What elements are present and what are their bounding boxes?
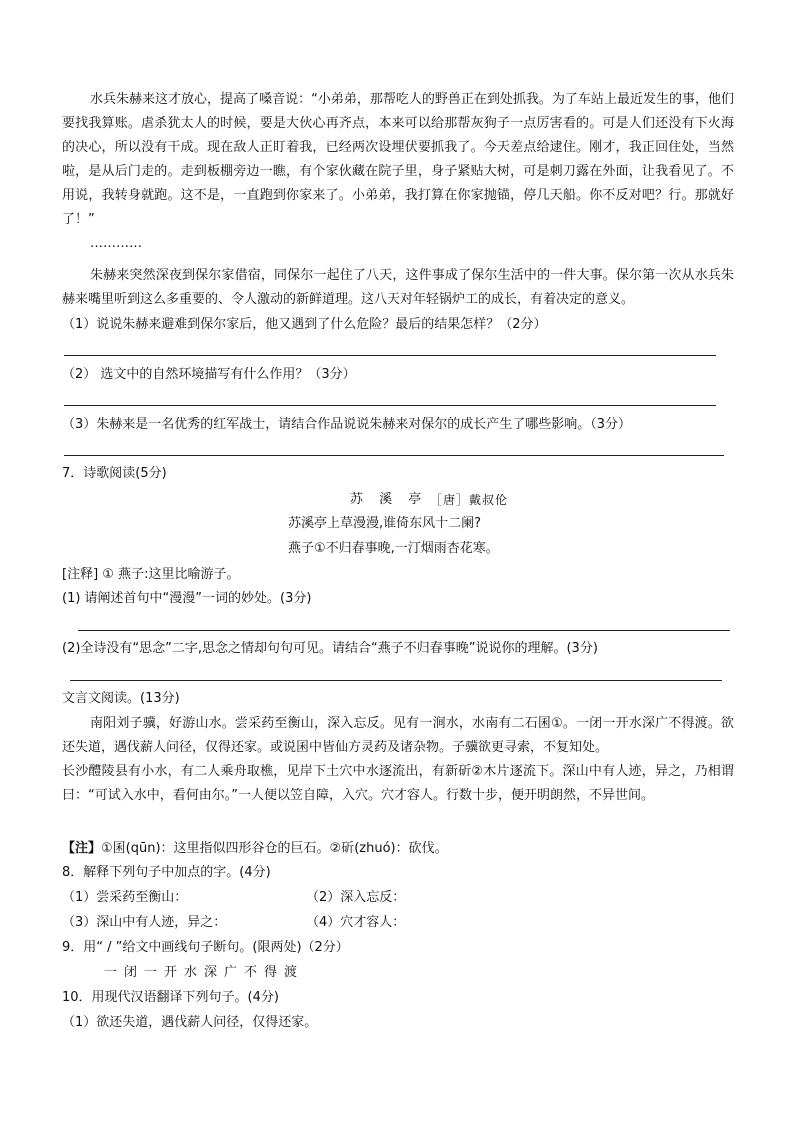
answer-line-q6-1[interactable]: [64, 355, 716, 356]
poem-line-1: 苏溪亭上草漫漫,谁倚东风十二阑?: [288, 516, 482, 531]
classical-note: [62, 837, 448, 861]
answer-line-q6-3[interactable]: [64, 455, 724, 456]
poem-title: 苏 溪 亭: [350, 492, 428, 507]
question-9-sentence: 一闭一开水深广不得渡: [104, 965, 305, 980]
poem-line-2: 燕子①不归春事晚,一汀烟雨杏花寒。: [288, 541, 499, 556]
question-10-item-1: （1）欲还失道，遇伐薪人问径，仅得还家。: [62, 1015, 318, 1030]
answer-line-poem-2[interactable]: [70, 680, 722, 681]
question-10: 10．用现代汉语翻译下列句子。(4分): [62, 990, 279, 1005]
poem-author: ［唐］戴叔伦: [430, 493, 509, 507]
passage-ellipsis: …………: [90, 236, 142, 251]
note-label: 【注】: [62, 841, 102, 856]
classical-paragraph-1: 南阳刘子骥，好游山水。尝采药至衡山，深入忘反。见有一涧水，水南有二石囷①。一闭一开水深广不得渡。欲还失道，遇伐薪人问径，仅得还家。或说囷中皆仙方灵药及诸杂物。子骥欲更寻索，不复知处。: [62, 716, 734, 755]
poem-annotation: [注释] ① 燕子:这里比喻游子。: [62, 567, 240, 582]
classical-paragraph-2: 长沙醴陵县有小水，有二人乘舟取樵，见岸下土穴中水逐流出，有新斫②木片逐流下。深山中有人迹，异之，乃相谓曰：“可试入水中，看何由尔。”一人便以笠自障，入穴。穴才容人。行数十步，便开明朗然，不异世间。: [62, 764, 734, 803]
note-text: ①囷(qūn)：这里指似四形谷仓的巨石。②斫(zhuó)：砍伐。: [101, 841, 448, 856]
question-8-item-1: （1）尝采药至衡山：: [62, 890, 188, 905]
passage-paragraph-2: 朱赫来突然深夜到保尔家借宿，同保尔一起住了八天，这件事成了保尔生活中的一件大事。保尔第一次从水兵朱赫来嘴里听到这么多重要的、令人激动的新鲜道理。这八天对年轻锅炉工的成长，有着决定的意义。: [62, 268, 734, 307]
passage-paragraph-1: 水兵朱赫来这才放心，提高了嗓音说：“小弟弟，那帮吃人的野兽正在到处抓我。为了车站上最近发生的事，他们要找我算账。虐杀犹太人的时候，要是大伙心再齐点，本来可以给那帮灰狗子一点厉害看的。可是人们还没有下火海的决心，所以没有干成。现在敌人正盯着我，已经两次设埋伏要抓我了。今天差点给逮住。刚才，我正回住处，当然啦，是从后门走的。走到板棚旁边一瞧，有个家伙藏在院子里，身子紧贴大树，可是刺刀露在外面，让我看见了。不用说，我转身就跑。这不是，一直跑到你家来了。小弟弟，我打算在你家抛锚，停几天船。你不反对吧？行。那就好了！”: [62, 92, 734, 227]
question-8: 8．解释下列句子中加点的字。(4分): [62, 865, 271, 880]
question-8-item-2: （2）深入忘反：: [306, 890, 406, 905]
classical-section-heading: 文言文阅读。(13分): [62, 691, 180, 706]
question-8-item-4: （4）穴才容人：: [306, 915, 406, 930]
q6-question-2: （2） 选文中的自然环境描写有什么作用？（3分）: [62, 367, 356, 382]
q6-question-3: （3）朱赫来是一名优秀的红军战士，请结合作品说说朱赫来对保尔的成长产生了哪些影响。（3分）: [62, 417, 632, 432]
poetry-section-heading: 7．诗歌阅读(5分): [62, 466, 167, 481]
question-8-item-3: （3）深山中有人迹，异之：: [62, 915, 227, 930]
answer-line-q6-2[interactable]: [64, 405, 716, 406]
question-9: 9．用“ / ”给文中画线句子断句。(限两处)（2分）: [62, 940, 349, 955]
q6-question-1: （1）说说朱赫来避难到保尔家后，他又遇到了什么危险？最后的结果怎样？（2分）: [62, 317, 547, 332]
poem-question-2: (2)全诗没有“思念”二字,思念之情却句句可见。请结合“燕子不归春事晚”说说你的理解。(3分): [62, 641, 598, 656]
poem-question-1: (1) 请阐述首句中“漫漫”一词的妙处。(3分): [62, 591, 312, 606]
answer-line-poem-1[interactable]: [78, 630, 730, 631]
